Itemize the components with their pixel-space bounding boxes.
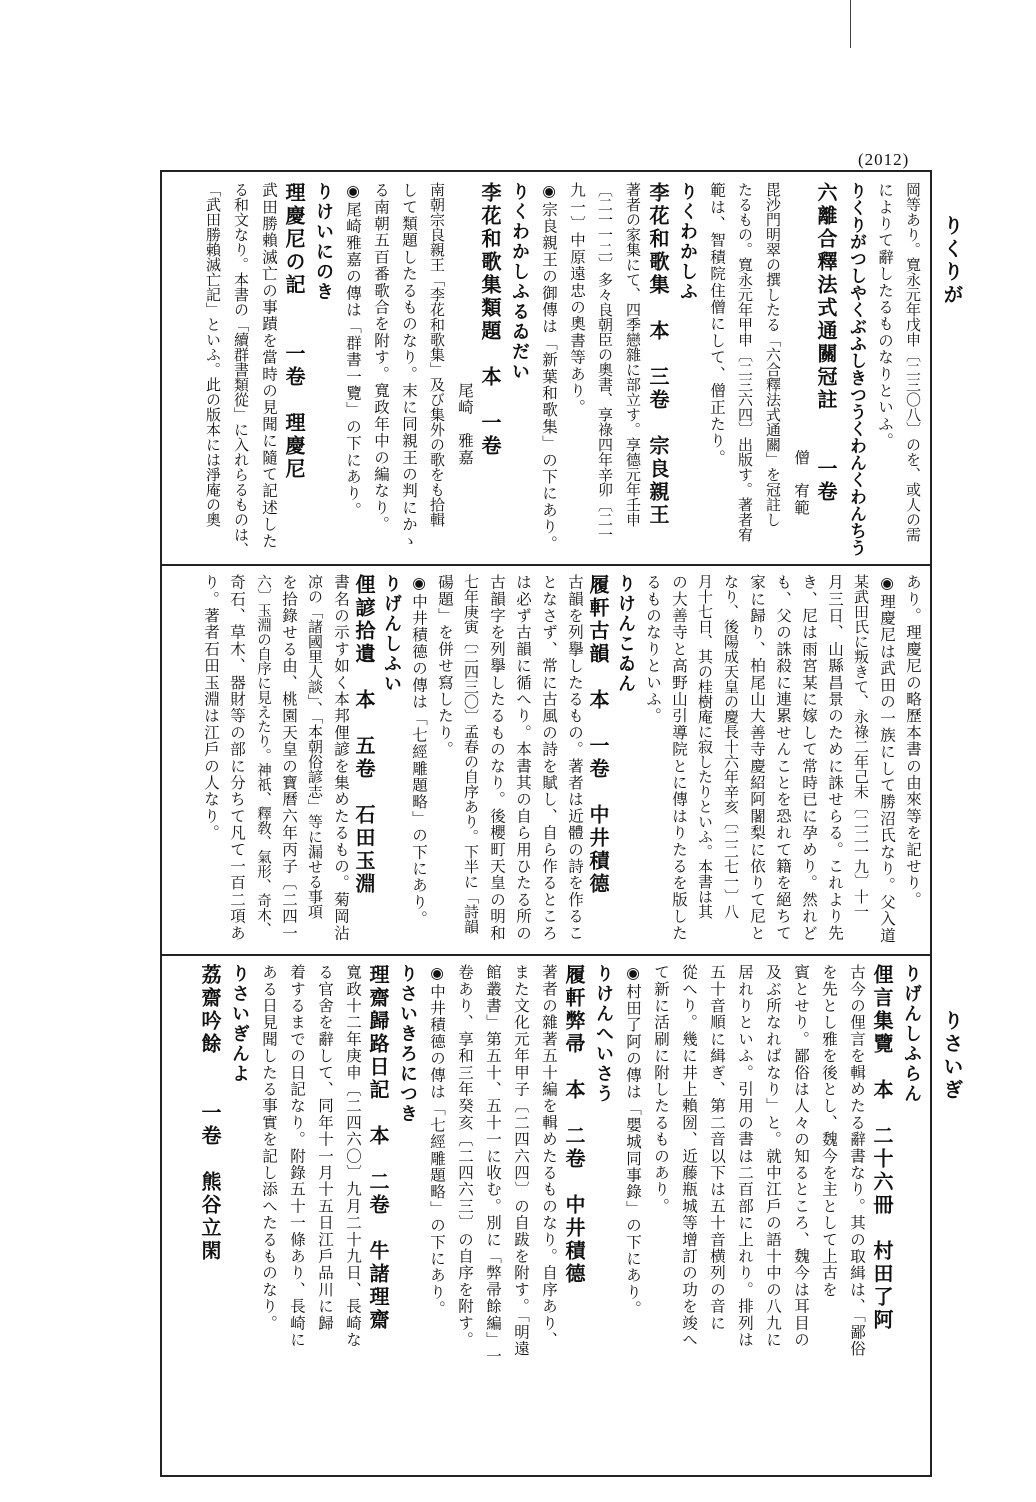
text-column: 「武田勝賴滅亡記」といふ。此の版本には淨庵の奧 — [204, 182, 222, 527]
text-column: 古韻を列擧したるもの。著者は近體の詩を作るこ — [566, 574, 584, 942]
text-column: 岡等あり。寬永元年戊申〔二三〇八〕のを、或人の需 — [904, 182, 922, 542]
text-column: ◉中井積德の傳は「七經雕題略」の下にあり。 — [428, 964, 446, 1318]
entry-title-line: 理齋歸路日記 本 二卷 牛諸理齋 — [366, 964, 390, 1332]
tier-divider-top — [162, 564, 930, 566]
entry-title-line: 俚諺拾遺 本 五卷 石田玉淵 — [352, 574, 376, 896]
running-head-left: りさいぎ — [940, 1010, 964, 1102]
text-column: 七年庚寅〔二四三〇〕孟春の自序あり。下半に「詩韻 — [462, 574, 480, 934]
entry-title-line: 六離合釋法式通關冠註 一卷 — [814, 182, 838, 504]
text-column: たるもの。寬永元年甲申〔二三六四〕出版す。著者宥 — [736, 182, 754, 542]
text-column: 南朝宗良親王「李花和歌集」及び集外の歌をも拾輯 — [428, 182, 446, 527]
text-column: 書名の示す如く本邦俚諺を集めたるもの。菊岡沾 — [332, 574, 350, 942]
text-column: 月三日、山縣昌景のために誅せらる。これより先 — [826, 574, 844, 942]
text-column: 九一〕中原遠忠の奧書等あり。 — [568, 182, 586, 416]
text-column: 著者の雜著五十編を輯めたるものなり。自序あり、 — [540, 964, 558, 1349]
text-column: 及ぶ所なればなり」と。就中江戶の語十中の八九に — [764, 964, 782, 1349]
scan-edge-line — [850, 0, 851, 48]
text-column: る南朝五百番歌合を附す。寬政年中の編なり。 — [372, 182, 390, 533]
text-column: り。著者石田玉淵は江戶の人なり。 — [202, 574, 220, 842]
tier-divider-bottom — [162, 954, 930, 956]
text-column: ◉中井積德の傳は「七經雕題略」の下にあり。 — [410, 574, 428, 928]
entry-title-line: 履軒古韻 本 一卷 中井積德 — [586, 574, 610, 896]
entry-reading-heading: りさいきろにつき — [397, 964, 418, 1124]
text-column: 月十七日、其の桂樹庵に寂したりといふ。本書は其 — [696, 574, 714, 919]
text-column: 僧 宥範 — [792, 182, 810, 516]
entry-reading-heading: りけんこゐん — [615, 574, 636, 694]
entries-middle-tier — [172, 574, 920, 946]
entry-title-line: 俚言集覽 本 二十六冊 村田了阿 — [870, 964, 894, 1332]
text-column: 毘沙門明翠の撰したる「六合釋法式通關」を冠註し — [764, 182, 782, 527]
entry-title-line: 李花和歌集 本 三卷 宗良親王 — [646, 182, 670, 527]
text-column: 寬政十二年庚申〔二四六〇〕九月二十九日、長崎な — [344, 964, 362, 1349]
text-column: 尾崎 雅嘉 — [456, 182, 474, 466]
text-column: となさず、常に古風の詩を賦し、自ら作るところ — [540, 574, 558, 942]
text-column: 範は、智積院住僧にして、僧正たり。 — [708, 182, 726, 466]
text-column: 古今の俚言を輯めたる辭書なり。其の取緝は、「鄙俗 — [848, 964, 866, 1358]
text-column: 家に歸り、柏尾山大善寺慶紹阿闍梨に依りて尼と — [748, 574, 766, 942]
page-frame — [160, 170, 932, 1477]
text-column: 奇石、草木、器財等の部に分ちて凡て一百二項あ — [228, 574, 246, 942]
entry-reading-heading: りくりがつしやくぶふしきつうくわんくわんちう — [846, 182, 866, 556]
entry-reading-heading: りくわかしふ — [677, 182, 698, 302]
entry-title-line: 理慶尼の記 一卷 理慶尼 — [282, 182, 306, 481]
text-column: 著者の家集にて、四季戀雜に部立す。享德元年壬申 — [624, 182, 642, 527]
entry-reading-heading: りくわかしふるゐだい — [509, 182, 530, 382]
text-column: る官舍を辭して、同年十一月十五日江戶品川に歸 — [316, 964, 334, 1332]
text-column: るものなりといふ。 — [644, 574, 662, 725]
entry-reading-heading: りげんしふい — [381, 574, 402, 694]
text-column: また文化元年甲子〔二四六四〕の自跋を附す。「明遠 — [512, 964, 530, 1358]
text-column: 武田勝賴滅亡の事蹟を當時の見聞に隨て記述した — [260, 182, 278, 550]
text-column: して類題したるものなり。末に同親王の判にかゝ — [400, 182, 418, 550]
text-column: 從へり。幾に井上賴圀、近藤瓶城等增訂の功を竣へ — [680, 964, 698, 1349]
text-column: 〔二一一二〕多々良朝臣の奧書、享祿四年辛卯〔二一 — [596, 182, 614, 542]
entries-bottom-tier — [172, 964, 920, 1469]
text-column: も、父の誅殺に連累せんことを恐れて籍を絕ちて — [774, 574, 792, 942]
entry-title-line: 李花和歌集類題 本 一卷 — [478, 182, 502, 458]
text-column: 凉の「諸國里人談」、「本朝俗諺志」等に漏せる事項 — [306, 574, 324, 919]
text-column: を拾錄せる由、桃園天皇の寶曆六年丙子〔二四一 — [280, 574, 298, 942]
text-column: 居れりといふ。引用の書は二百部に上れり。排列は — [736, 964, 754, 1349]
entry-reading-heading: りさいぎんよ — [229, 964, 250, 1084]
text-column: 着するまでの日記なり。附錄五十一條あり、長崎に — [288, 964, 306, 1349]
entry-title-line: 履軒弊帚 本 二卷 中井積德 — [562, 964, 586, 1286]
text-column: なり、後陽成天皇の慶長十六年辛亥〔二二七一〕八 — [722, 574, 740, 919]
text-column: 卷あり、享和三年癸亥〔二四六三〕の自序を附す。 — [456, 964, 474, 1349]
text-column: き、尼は雨宮某に嫁して常時已に孕めり。然れど — [800, 574, 818, 942]
text-column: 五十音順に緝ぎ、第二音以下は五十音横列の音に — [708, 964, 726, 1332]
text-column: あり。理慶尼の略歷本書の由來等を記せり。 — [904, 574, 922, 908]
text-column: は必ず古韻に循へり。本書其の自ら用ひたる所の — [514, 574, 532, 942]
text-column: によりて辭したるものなりといふ。 — [876, 182, 894, 450]
text-column: 某武田氏に叛きて、永祿二年己未〔二二一九〕十一 — [852, 574, 870, 919]
entry-reading-heading: りけいにのき — [313, 182, 334, 302]
text-column: る和文なり。本書の「續群書類從」に入れらるものは、 — [232, 182, 250, 557]
text-column: の大善寺と高野山引導院とに傳はりたるを版した — [670, 574, 688, 942]
text-column: 古韻字を列擧したるものなり。後櫻町天皇の明和 — [488, 574, 506, 942]
text-column: ◉村田了阿の傳は「嬰城同事錄」の下にあり。 — [624, 964, 642, 1318]
text-column: ◉宗良親王の御傳は「新葉和歌集」の下にあり。 — [540, 182, 558, 552]
page-number: (2012) — [858, 150, 910, 169]
text-column: ある日見聞したる事實を記し添へたるものなり。 — [260, 964, 278, 1332]
running-head-right: りくりが — [940, 215, 964, 307]
text-column: を先とし雅を後とし、魏今を主として上古を — [820, 964, 838, 1298]
entries-top-tier — [172, 182, 920, 557]
text-column: ◉尾崎雅嘉の傳は「群書一覽」の下にあり。 — [344, 182, 362, 519]
text-column: ◉理慶尼は武田の一族にして勝沼氏なり。父入道 — [878, 574, 896, 944]
entry-title-line: 荔齋吟餘 一卷 熊谷立閑 — [198, 964, 222, 1263]
text-column: て新に活刷に附したるものあり。 — [652, 964, 670, 1215]
entry-reading-heading: りげんしふらん — [901, 964, 922, 1104]
text-column: 碭題」を併せ寫したり。 — [436, 574, 454, 758]
text-column: 六〕玉淵の自序に見えたり。神祇、釋敎、氣形、奇木、 — [255, 574, 271, 937]
text-column: 賓とせり。鄙俗は人々の知るところ、魏今は耳目の — [792, 964, 810, 1349]
text-column: 館叢書」第五十、五十一に收む。別に「弊帚餘編」一 — [484, 964, 502, 1365]
entry-reading-heading: りけんへいさう — [593, 964, 614, 1104]
